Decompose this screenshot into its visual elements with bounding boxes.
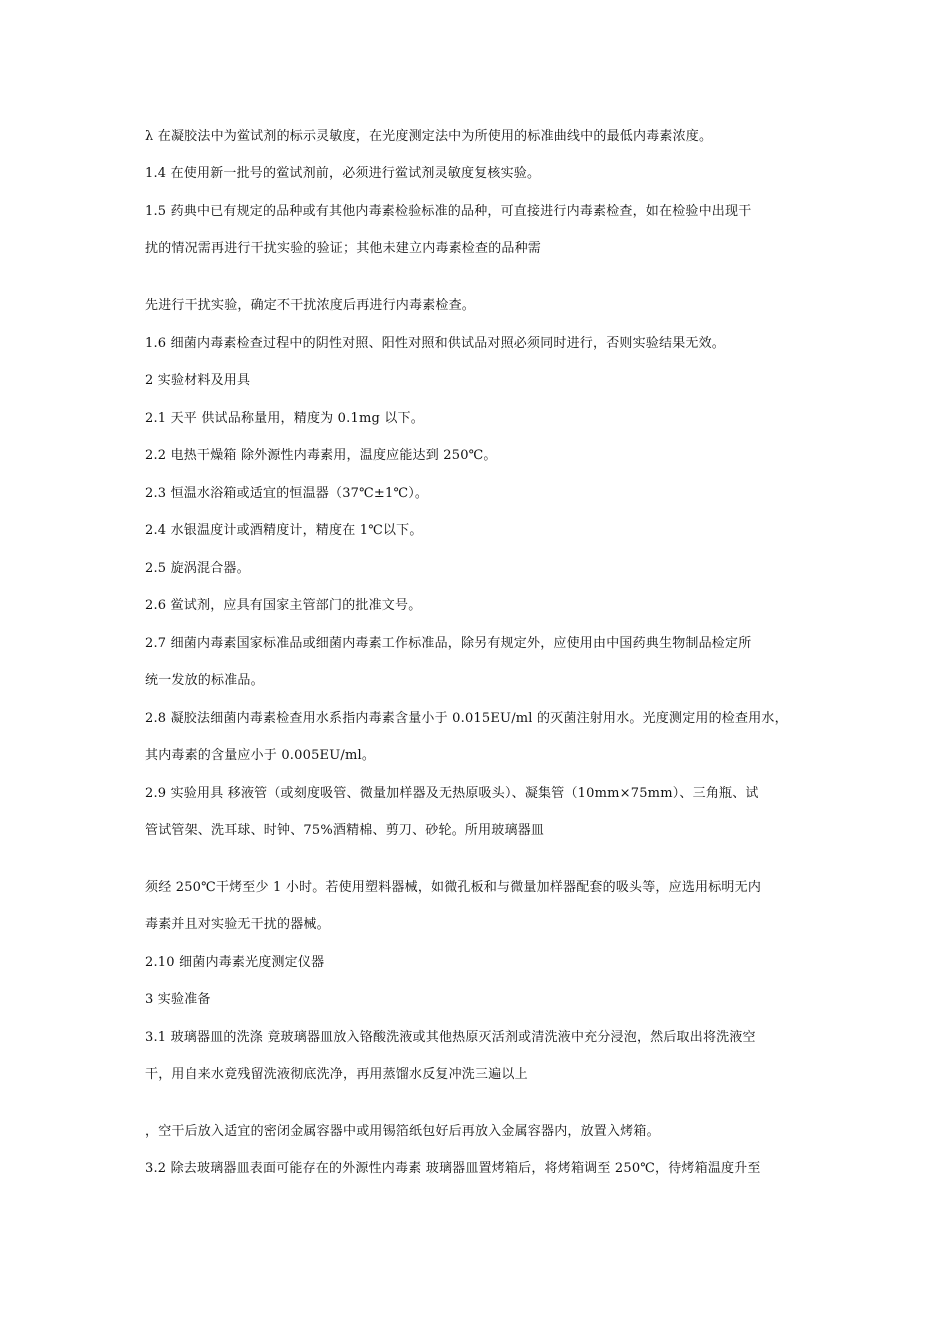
text-line-2-9-cont3: 毒素并且对实验无干扰的器械。: [145, 917, 330, 932]
text-line-1-5: 1.5 药典中已有规定的品种或有其他内毒素检验标准的品种，可直接进行内毒素检查，如在检验中出现干: [145, 204, 752, 219]
text-line-3-2: 3.2 除去玻璃器皿表面可能存在的外源性内毒素 玻璃器皿置烤箱后，将烤箱调至 250℃，待烤箱温度升至: [145, 1161, 761, 1176]
text-line-2-1: 2.1 天平 供试品称量用，精度为 0.1mg 以下。: [145, 411, 424, 426]
text-line-3-1: 3.1 玻璃器皿的洗涤 竟玻璃器皿放入铬酸洗液或其他热原灭活剂或清洗液中充分浸泡，然后取出将洗液空: [145, 1030, 756, 1045]
text-line-1-5-cont: 扰的情况需再进行干扰实验的验证；其他未建立内毒素检查的品种需: [145, 241, 542, 256]
text-line-3-1-cont2: ，空干后放入适宜的密闭金属容器中或用锡箔纸包好后再放入金属容器内，放置入烤箱。: [145, 1124, 660, 1139]
text-line-2-5: 2.5 旋涡混合器。: [145, 561, 250, 576]
text-line-2-9-cont: 管试管架、洗耳球、时钟、75%酒精棉、剪刀、砂轮。所用玻璃器皿: [145, 823, 545, 838]
text-line-2-8: 2.8 凝胶法细菌内毒素检查用水系指内毒素含量小于 0.015EU/ml 的灭菌注射用水。光度测定用的检查用水，: [145, 711, 788, 726]
text-line-2-2: 2.2 电热干燥箱 除外源性内毒素用，温度应能达到 250℃。: [145, 448, 497, 463]
text-line-1-4: 1.4 在使用新一批号的鲎试剂前，必须进行鲎试剂灵敏度复核实验。: [145, 166, 541, 181]
section-heading-3: 3 实验准备: [145, 992, 211, 1007]
text-line-2-6: 2.6 鲎试剂，应具有国家主管部门的批准文号。: [145, 598, 422, 613]
text-line-2-9: 2.9 实验用具 移液管（或刻度吸管、微量加样器及无热原吸头）、凝集管（10mm×75mm）、三角瓶、试: [145, 786, 759, 801]
section-heading-2: 2 实验材料及用具: [145, 373, 251, 388]
text-line-3-1-cont: 干，用自来水竟残留洗液彻底洗净，再用蒸馏水反复冲洗三遍以上: [145, 1067, 528, 1082]
text-line-lambda-definition: λ 在凝胶法中为鲎试剂的标示灵敏度，在光度测定法中为所使用的标准曲线中的最低内毒素浓度。: [145, 129, 713, 144]
text-line-2-8-cont: 其内毒素的含量应小于 0.005EU/ml。: [145, 748, 376, 763]
text-line-2-7-cont: 统一发放的标准品。: [145, 673, 264, 688]
text-line-2-3: 2.3 恒温水浴箱或适宜的恒温器（37℃±1℃）。: [145, 486, 429, 501]
text-line-2-9-cont2: 须经 250℃干烤至少 1 小时。若使用塑料器械，如微孔板和与微量加样器配套的吸头等，应选用标明无内: [145, 880, 762, 895]
text-line-1-6: 1.6 细菌内毒素检查过程中的阴性对照、阳性对照和供试品对照必须同时进行，否则实验结果无效。: [145, 336, 726, 351]
text-line-2-10: 2.10 细菌内毒素光度测定仪器: [145, 955, 325, 970]
text-line-1-5-cont2: 先进行干扰实验，确定不干扰浓度后再进行内毒素检查。: [145, 298, 476, 313]
text-line-2-4: 2.4 水银温度计或酒精度计，精度在 1℃以下。: [145, 523, 423, 538]
text-line-2-7: 2.7 细菌内毒素国家标准品或细菌内毒素工作标准品，除另有规定外，应使用由中国药典生物制品检定所: [145, 636, 752, 651]
